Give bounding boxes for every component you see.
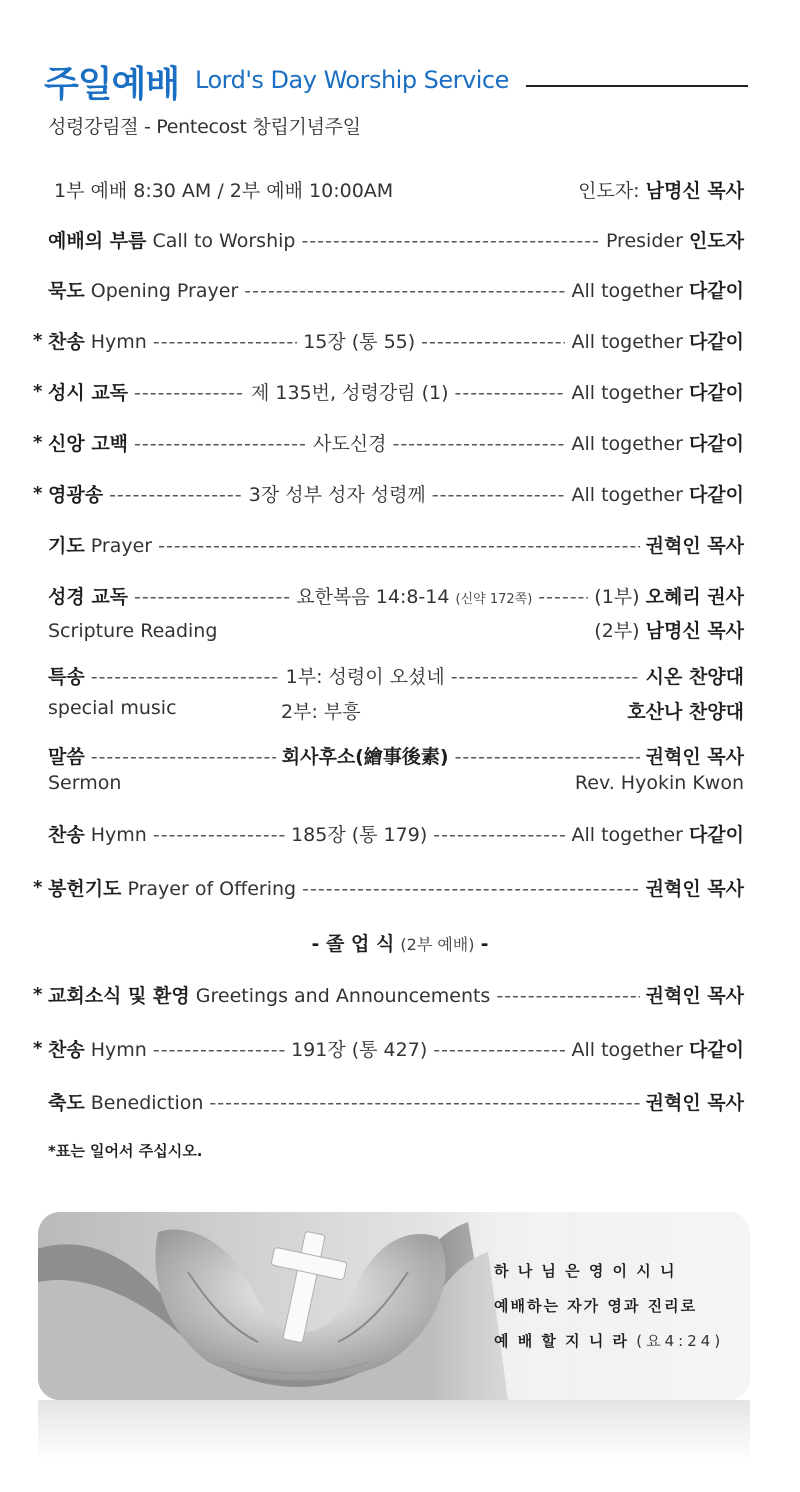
leader-dots [433,824,565,846]
item-title-en: special music [48,697,177,719]
sermon-title: 회사후소(繪事後素) [281,746,449,768]
item-title-en: Scripture Reading [48,620,218,642]
item-leader-ko: 남명신 목사 [645,620,744,642]
item-leader-ko: 호산나 찬양대 [627,701,744,723]
leader-dots [91,666,280,688]
leader-dots [538,586,588,608]
order-item-hymn-3 [48,1035,744,1063]
service-times-row [54,176,744,204]
item-title-en: Prayer [90,535,153,557]
leader-dots [421,331,565,353]
leader-name: 남명신 목사 [645,180,744,202]
order-item-special-music [48,662,744,690]
item-title-en: Prayer of Offering [127,878,297,900]
leader-dots [301,230,599,252]
leader-dots [109,484,243,506]
item-detail: 191장 (통 427) [291,1039,428,1061]
item-title-ko: 기도 [48,535,85,557]
leader-dots [451,666,640,688]
verse-line-2: 예배하는 자가 영과 진리로 [494,1297,698,1315]
item-title-ko: 성시 교독 [48,382,129,404]
item-leader-ko: 다같이 [688,382,744,404]
item-leader-en: All together [571,1039,683,1061]
order-item-scripture-2 [48,616,744,644]
order-item-hymn-2 [48,820,744,848]
standing-marker: * [33,483,43,504]
leader-dots [432,484,566,506]
standing-marker: * [33,381,43,402]
item-leader-ko: 권혁인 목사 [645,878,744,900]
graduation-tail: - [480,933,489,955]
title-divider [526,85,748,87]
leader-dots [209,1092,639,1114]
item-title-ko: 찬송 [48,1039,85,1061]
item-title-ko: 영광송 [48,484,104,506]
item-leader-en: All together [571,433,683,455]
order-item-opening-prayer [48,276,744,304]
order-item-sermon-2 [48,772,744,800]
item-title-ko: 말씀 [48,746,85,768]
order-item-announcements [48,981,744,1009]
banner-reflection [38,1400,750,1460]
leader-dots [496,985,639,1007]
item-leader-ko: 권혁인 목사 [645,746,744,768]
item-title-en: Hymn [90,824,147,846]
leader-dots [302,878,639,900]
leader-dots [153,1039,285,1061]
item-leader-ko: 다같이 [688,280,744,302]
item-title-ko: 성경 교독 [48,586,129,608]
item-detail: 3장 성부 성자 성령께 [248,484,426,506]
verse-reference: (요4:24) [636,1332,725,1350]
order-item-call-to-worship [48,226,744,254]
leader-dots [134,586,290,608]
order-item-prayer [48,531,744,559]
graduation-note: (2부 예배) [400,935,475,954]
item-leader-ko: 오혜리 권사 [645,586,744,608]
leader-dots [244,280,565,302]
leader-dots [158,535,640,557]
item-title-en: Hymn [90,1039,147,1061]
item-title-ko: 교회소식 및 환영 [48,985,190,1007]
item-leader-ko: 권혁인 목사 [645,1092,744,1114]
item-detail: 제 135번, 성령강림 (1) [251,382,449,404]
item-title-ko: 특송 [48,666,85,688]
leader-label: 인도자: [578,180,640,202]
item-leader-ko: 권혁인 목사 [645,535,744,557]
item-leader-en: All together [571,280,683,302]
leader-dots [454,382,565,404]
standing-marker: * [33,877,43,898]
item-leader-en: Presider [605,230,683,252]
item-detail-note: (신약 172쪽) [455,592,533,607]
item-leader-en: Rev. Hyokin Kwon [574,772,744,794]
item-service-label: (1부) [594,586,640,608]
page-title-korean: 주일예배 [44,64,180,105]
order-item-creed [48,429,744,457]
item-leader-en: All together [571,484,683,506]
order-item-offering-prayer [48,874,744,902]
order-item-hymn-1 [48,327,744,355]
graduation-title: - 졸 업 식 [311,933,395,955]
item-title-en: Greetings and Announcements [195,985,491,1007]
leader-dots [134,382,245,404]
order-item-responsive-reading [48,378,744,406]
item-title-ko: 봉헌기도 [48,878,122,900]
item-leader-ko: 다같이 [688,484,745,506]
leader-dots [433,1039,565,1061]
item-leader-ko: 다같이 [688,824,745,846]
leader-dots [134,433,307,455]
leader-dots [153,331,297,353]
leader-dots [91,746,276,768]
item-leader-ko: 다같이 [688,331,745,353]
item-title-en: Hymn [90,331,147,353]
page-subtitle: 성령강림절 - Pentecost 창립기념주일 [48,116,361,138]
item-detail: 15장 (통 55) [303,331,416,353]
service-times: 1부 예배 8:30 AM / 2부 예배 10:00AM [54,180,394,202]
item-title-ko: 예배의 부름 [48,230,147,252]
item-title-ko: 찬송 [48,824,85,846]
leader-dots [153,824,285,846]
item-title-ko: 찬송 [48,331,85,353]
item-leader-ko: 다같이 [688,433,745,455]
item-title-ko: 축도 [48,1092,85,1114]
item-leader-en: All together [571,824,683,846]
order-item-benediction [48,1088,744,1116]
leader-dots [392,433,565,455]
order-item-sermon [48,742,744,770]
page-title-english: Lord's Day Worship Service [195,66,509,94]
item-detail: 1부: 성령이 오셨네 [285,666,445,688]
standing-footnote: *표는 일어서 주십시오. [48,1142,203,1160]
item-title-en: Opening Prayer [90,280,239,302]
verse-line-3-text: 예 배 할 지 니 라 [494,1332,630,1350]
leader-dots [455,746,640,768]
item-detail: 185장 (통 179) [291,824,428,846]
item-leader-en: All together [571,382,683,404]
standing-marker: * [33,432,43,453]
item-leader-en: All together [571,331,683,353]
item-title-en: Sermon [48,772,122,794]
item-title-ko: 신앙 고백 [48,433,129,455]
order-item-gloria [48,480,744,508]
graduation-heading [0,929,800,956]
item-leader-ko: 다같이 [688,1039,745,1061]
standing-marker: * [33,330,43,351]
item-detail: 2부: 부흥 [281,701,361,723]
item-detail: 사도신경 [313,433,387,455]
verse-line-3 [494,1330,724,1351]
item-leader-ko: 시온 찬양대 [645,666,745,688]
item-title-ko: 묵도 [48,280,85,302]
standing-marker: * [33,984,43,1005]
item-service-label: (2부) [594,620,640,642]
order-item-scripture [48,582,744,610]
item-leader-ko: 인도자 [688,230,744,252]
item-detail: 요한복음 14:8-14 [296,586,450,608]
verse-line-1: 하 나 님 은 영 이 시 니 [494,1262,677,1280]
item-title-en: Call to Worship [152,230,296,252]
item-leader-ko: 권혁인 목사 [645,985,744,1007]
item-title-en: Benediction [90,1092,204,1114]
standing-marker: * [33,1038,43,1059]
